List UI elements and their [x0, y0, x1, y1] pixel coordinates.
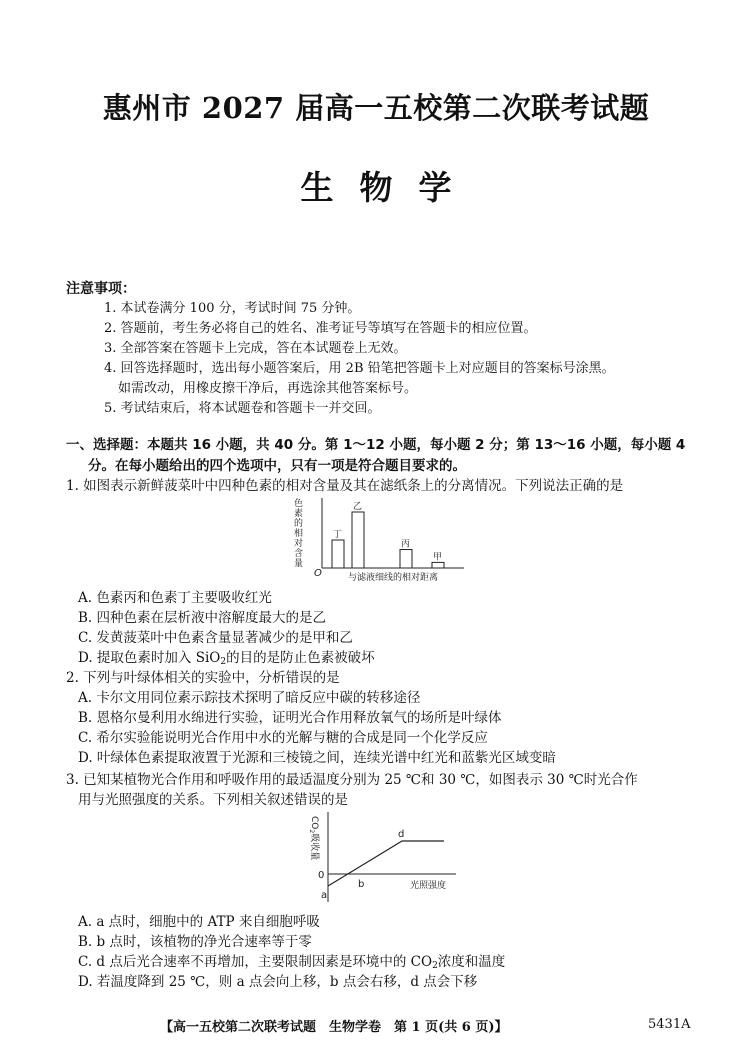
q2-option-d: D. 叶绿体色素提取液置于光源和三棱镜之间，连续光谱中红光和蓝紫光区域变暗	[78, 750, 556, 766]
bar-1	[352, 512, 364, 568]
q1-option-d-text: D. 提取色素时加入 SiO	[78, 650, 221, 666]
q3-stem: 3. 已知某植物光合作用和呼吸作用的最适温度分别为 25 ℃和 30 ℃，如图表示 30 ℃时光合作	[66, 772, 638, 788]
section-heading: 一、选择题：本题共 16 小题，共 40 分。第 1～12 小题，每小题 2 分；第 13～16 小题，每小题 4	[66, 437, 686, 453]
q3-option-c-text: C. d 点后光合速率不再增加，主要限制因素是环境中的 CO	[78, 954, 433, 970]
pigment-chart	[288, 494, 470, 584]
q3-option-d: D. 若温度降到 25 ℃，则 a 点会向上移，b 点会右移，d 点会下移	[78, 974, 478, 990]
bar-0	[332, 540, 344, 568]
q1-stem: 1. 如图表示新鲜菠菜叶中四种色素的相对含量及其在滤纸条上的分离情况。下列说法正确的是	[66, 478, 624, 494]
origin-label: O	[314, 568, 322, 579]
x-axis-label: 与滤液细线的相对距离	[348, 573, 439, 583]
section-heading-continued: 分。在每小题给出的四个选项中，只有一项是符合题目要求的。	[88, 458, 466, 474]
point-d-label: d	[398, 829, 405, 840]
y-axis-label-char: 相	[294, 529, 304, 539]
exam-code: 5431A	[648, 1017, 691, 1032]
point-b-label: b	[358, 879, 365, 890]
bar-2	[400, 550, 412, 568]
q1-option-d-text-end: 的目的是防止色素被破坏	[226, 650, 375, 666]
y-axis-label-char: 的	[294, 519, 304, 529]
q3-option-a: A. a 点时，细胞中的 ATP 来自细胞呼吸	[78, 914, 320, 930]
y-axis-label-char: 量	[294, 559, 304, 569]
q3-stem-continued: 用与光照强度的关系。下列相关叙述错误的是	[78, 792, 348, 808]
q3-option-c-text-end: 浓度和温度	[437, 954, 506, 970]
q2-option-c: C. 希尔实验能说明光合作用中水的光解与糖的合成是同一个化学反应	[78, 730, 488, 746]
notice-item: 5. 考试结束后，将本试题卷和答题卡一并交回。	[104, 401, 381, 416]
q1-option-c: C. 发黄菠菜叶中色素含量显著减少的是甲和乙	[78, 630, 353, 646]
bar-3	[432, 562, 444, 568]
q1-option-a: A. 色素丙和色素丁主要吸收红光	[78, 590, 272, 606]
page-footer: 【高一五校第二次联考试题 生物学卷 第 1 页(共 6 页)】	[160, 1020, 508, 1035]
notice-item: 1. 本试卷满分 100 分，考试时间 75 分钟。	[104, 301, 361, 316]
bar-label: 丁	[333, 530, 343, 540]
light-curve-chart	[306, 808, 466, 908]
curve-line	[328, 841, 444, 886]
q3-option-c	[78, 950, 505, 971]
y-axis-label: $CO_2$吸收量	[308, 816, 319, 861]
notice-item: 2. 答题前，考生务必将自己的姓名、准考证号等填写在答题卡的相应位置。	[104, 321, 537, 336]
y-axis-label-char: 素	[294, 509, 304, 519]
bar-label: 乙	[353, 502, 363, 512]
q2-stem: 2. 下列与叶绿体相关的实验中，分析错误的是	[66, 670, 340, 686]
point-a-label: a	[321, 890, 328, 901]
q1-option-b: B. 四种色素在层析液中溶解度最大的是乙	[78, 610, 327, 626]
origin-label: 0	[318, 870, 325, 881]
notice-item: 3. 全部答案在答题卡上完成，答在本试题卷上无效。	[104, 341, 407, 356]
q1-option-d	[78, 646, 375, 667]
y-axis-label-char: 对	[294, 539, 304, 549]
y-axis-label	[294, 497, 303, 569]
q2-option-b: B. 恩格尔曼利用水绵进行实验，证明光合作用释放氧气的场所是叶绿体	[78, 710, 502, 726]
y-axis-label-char: 色	[294, 499, 304, 509]
notice-heading: 注意事项：	[66, 281, 136, 297]
y-axis-label-char: 含	[294, 549, 304, 559]
exam-title: 惠州市 2027 届高一五校第二次联考试题	[102, 91, 650, 125]
notice-item-continued: 如需改动，用橡皮擦干净后，再选涂其他答案标号。	[118, 381, 418, 396]
bar-label: 丙	[401, 539, 411, 550]
q3-option-b: B. b 点时，该植物的净光合速率等于零	[78, 934, 312, 950]
q1-option-d-sub: 2	[220, 657, 227, 667]
subject-title: 生物学	[300, 168, 478, 207]
q2-option-a: A. 卡尔文用同位素示踪技术探明了暗反应中碳的转移途径	[78, 690, 421, 706]
x-axis-label: 光照强度	[410, 881, 447, 891]
q3-option-c-sub: 2	[432, 961, 438, 971]
notice-item: 4. 回答选择题时，选出每小题答案后，用 2B 铅笔把答题卡上对应题目的答案标号涂黑。	[104, 361, 615, 376]
bar-label: 甲	[433, 552, 443, 563]
